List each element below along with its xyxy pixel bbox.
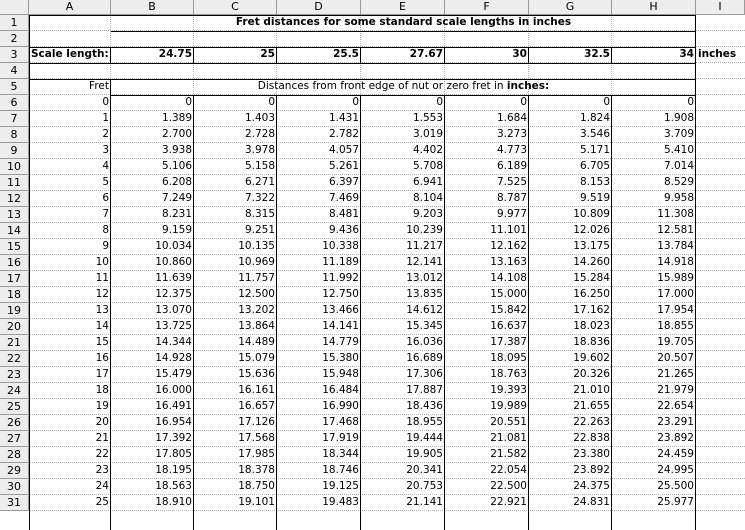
select-all-corner[interactable]: [0, 0, 29, 15]
fret-column-label[interactable]: Fret: [89, 80, 109, 92]
fret-distance-cell[interactable]: 21.265: [657, 368, 694, 380]
fret-distance-cell[interactable]: 0: [268, 96, 275, 108]
fret-distance-cell[interactable]: 7.014: [663, 160, 694, 172]
fret-distance-cell[interactable]: 0: [687, 96, 694, 108]
fret-distance-cell[interactable]: 14.108: [490, 272, 527, 284]
row-header-24[interactable]: 24: [0, 383, 29, 399]
fret-distance-cell[interactable]: 12.375: [155, 288, 192, 300]
fret-number-cell[interactable]: 10: [95, 256, 109, 268]
fret-distance-cell[interactable]: 13.725: [155, 320, 192, 332]
fret-distance-cell[interactable]: 1.389: [161, 112, 192, 124]
fret-distance-cell[interactable]: 21.081: [490, 432, 527, 444]
fret-distance-cell[interactable]: 9.159: [161, 224, 192, 236]
fret-distance-cell[interactable]: 23.892: [657, 432, 694, 444]
fret-distance-cell[interactable]: 16.484: [322, 384, 359, 396]
fret-distance-cell[interactable]: 22.654: [657, 400, 694, 412]
fret-distance-cell[interactable]: 10.860: [155, 256, 192, 268]
table-border: [110, 95, 111, 530]
table-border: [276, 47, 277, 63]
fret-distance-cell[interactable]: 12.500: [238, 288, 275, 300]
fret-distance-cell[interactable]: 15.636: [238, 368, 275, 380]
fret-distance-cell[interactable]: 5.106: [161, 160, 192, 172]
fret-distance-cell[interactable]: 13.835: [406, 288, 443, 300]
row-header-1[interactable]: 1: [0, 15, 29, 31]
table-border: [611, 95, 612, 530]
row-header-23[interactable]: 23: [0, 367, 29, 383]
fret-number-cell[interactable]: 3: [102, 144, 109, 156]
fret-distance-cell[interactable]: 23.892: [573, 464, 610, 476]
fret-distance-cell[interactable]: 15.284: [573, 272, 610, 284]
fret-distance-cell[interactable]: 19.989: [490, 400, 527, 412]
fret-number-cell[interactable]: 14: [95, 320, 109, 332]
fret-distance-cell[interactable]: 14.260: [573, 256, 610, 268]
fret-number-cell[interactable]: 12: [95, 288, 109, 300]
fret-distance-cell[interactable]: 19.602: [573, 352, 610, 364]
fret-distance-cell[interactable]: 22.263: [573, 416, 610, 428]
row-header-25[interactable]: 25: [0, 399, 29, 415]
fret-distance-cell[interactable]: 2.782: [328, 128, 359, 140]
table-border: [110, 79, 111, 95]
fret-distance-cell[interactable]: 8.481: [328, 208, 359, 220]
row-header-18[interactable]: 18: [0, 287, 29, 303]
fret-distance-cell[interactable]: 12.141: [406, 256, 443, 268]
fret-distance-cell[interactable]: 8.787: [496, 192, 527, 204]
fret-distance-cell[interactable]: 8.104: [412, 192, 443, 204]
fret-distance-cell[interactable]: 18.750: [238, 480, 275, 492]
row-header-30[interactable]: 30: [0, 479, 29, 495]
row-header-7[interactable]: 7: [0, 111, 29, 127]
fret-distance-cell[interactable]: 2.700: [161, 128, 192, 140]
fret-distance-cell[interactable]: 24.459: [657, 448, 694, 460]
row-header-8[interactable]: 8: [0, 127, 29, 143]
fret-distance-cell[interactable]: 13.466: [322, 304, 359, 316]
table-border: [29, 47, 695, 48]
fret-distance-cell[interactable]: 18.746: [322, 464, 359, 476]
fret-distance-cell[interactable]: 15.345: [406, 320, 443, 332]
table-border: [111, 95, 695, 96]
fret-distance-cell[interactable]: 18.378: [238, 464, 275, 476]
fret-distance-cell[interactable]: 1.553: [412, 112, 443, 124]
fret-distance-cell[interactable]: 10.338: [322, 240, 359, 252]
fret-distance-cell[interactable]: 19.125: [322, 480, 359, 492]
fret-distance-cell[interactable]: 11.992: [322, 272, 359, 284]
fret-distance-cell[interactable]: 7.249: [161, 192, 192, 204]
fret-distance-cell[interactable]: 4.057: [328, 144, 359, 156]
fret-distance-cell[interactable]: 19.101: [238, 496, 275, 508]
row-header-28[interactable]: 28: [0, 447, 29, 463]
fret-distance-cell[interactable]: 15.948: [322, 368, 359, 380]
scale-length-value[interactable]: 25.5: [333, 48, 359, 60]
fret-distance-cell[interactable]: 9.519: [579, 192, 610, 204]
fret-distance-cell[interactable]: 15.989: [657, 272, 694, 284]
fret-distance-cell[interactable]: 8.529: [663, 176, 694, 188]
fret-distance-cell[interactable]: 5.261: [328, 160, 359, 172]
table-border: [528, 47, 529, 63]
row-header-3[interactable]: 3: [0, 47, 29, 63]
column-header-f[interactable]: F: [445, 0, 529, 15]
table-border: [29, 63, 695, 64]
gridline-row: [29, 510, 745, 511]
table-border: [29, 15, 30, 530]
column-header-i[interactable]: I: [696, 0, 745, 15]
fret-distance-cell[interactable]: 3.978: [244, 144, 275, 156]
fret-number-cell[interactable]: 23: [95, 464, 109, 476]
column-header-b[interactable]: B: [111, 0, 194, 15]
fret-distance-cell[interactable]: 6.705: [579, 160, 610, 172]
sheet-title[interactable]: Fret distances for some standard scale lengths in inches: [235, 16, 572, 28]
fret-number-cell[interactable]: 1: [102, 112, 109, 124]
fret-distance-cell[interactable]: 10.239: [406, 224, 443, 236]
table-border: [276, 95, 277, 530]
row-header-10[interactable]: 10: [0, 159, 29, 175]
fret-distance-cell[interactable]: 15.842: [490, 304, 527, 316]
fret-distance-cell[interactable]: 18.563: [155, 480, 192, 492]
row-header-16[interactable]: 16: [0, 255, 29, 271]
fret-distance-cell[interactable]: 20.507: [657, 352, 694, 364]
scale-length-value[interactable]: 34: [679, 48, 694, 60]
fret-distance-cell[interactable]: 13.175: [573, 240, 610, 252]
fret-distance-cell[interactable]: 18.955: [406, 416, 443, 428]
fret-distance-cell[interactable]: 13.864: [238, 320, 275, 332]
table-border: [111, 31, 695, 32]
table-border: [611, 47, 612, 63]
table-border: [360, 47, 361, 63]
fret-distance-cell[interactable]: 11.639: [155, 272, 192, 284]
table-border: [29, 79, 695, 80]
fret-distance-cell[interactable]: 12.581: [657, 224, 694, 236]
row-header-21[interactable]: 21: [0, 335, 29, 351]
fret-distance-cell[interactable]: 24.995: [657, 464, 694, 476]
row-header-15[interactable]: 15: [0, 239, 29, 255]
scale-length-value[interactable]: 24.75: [158, 48, 192, 60]
fret-distance-cell[interactable]: 1.908: [663, 112, 694, 124]
fret-distance-cell[interactable]: 18.195: [155, 464, 192, 476]
table-border: [29, 15, 695, 16]
fret-number-cell[interactable]: 4: [102, 160, 109, 172]
fret-distance-cell[interactable]: 3.938: [161, 144, 192, 156]
fret-distance-cell[interactable]: 18.023: [573, 320, 610, 332]
fret-distance-cell[interactable]: 15.079: [238, 352, 275, 364]
fret-distance-cell[interactable]: 14.918: [657, 256, 694, 268]
fret-distance-cell[interactable]: 0: [603, 96, 610, 108]
column-header-a[interactable]: A: [29, 0, 111, 15]
fret-distance-cell[interactable]: 6.208: [161, 176, 192, 188]
fret-distance-cell[interactable]: 4.773: [496, 144, 527, 156]
fret-distance-cell[interactable]: 16.689: [406, 352, 443, 364]
table-border: [193, 47, 194, 63]
fret-distance-cell[interactable]: 9.977: [496, 208, 527, 220]
fret-distance-cell[interactable]: 21.655: [573, 400, 610, 412]
fret-number-cell[interactable]: 5: [102, 176, 109, 188]
fret-distance-cell[interactable]: 20.326: [573, 368, 610, 380]
fret-distance-cell[interactable]: 20.753: [406, 480, 443, 492]
table-border: [444, 95, 445, 530]
fret-distance-cell[interactable]: 10.034: [155, 240, 192, 252]
fret-distance-cell[interactable]: 13.784: [657, 240, 694, 252]
fret-distance-cell[interactable]: 8.153: [579, 176, 610, 188]
fret-number-cell[interactable]: 15: [95, 336, 109, 348]
column-header-h[interactable]: H: [612, 0, 696, 15]
fret-distance-cell[interactable]: 8.315: [244, 208, 275, 220]
fret-distance-cell[interactable]: 14.141: [322, 320, 359, 332]
fret-distance-cell[interactable]: 12.026: [573, 224, 610, 236]
table-border: [360, 95, 361, 530]
fret-distance-cell[interactable]: 22.838: [573, 432, 610, 444]
fret-distance-cell[interactable]: 3.273: [496, 128, 527, 140]
fret-distance-cell[interactable]: 18.910: [155, 496, 192, 508]
table-border: [193, 95, 194, 530]
fret-distance-cell[interactable]: 0: [436, 96, 443, 108]
fret-distance-cell[interactable]: 13.012: [406, 272, 443, 284]
row-header-14[interactable]: 14: [0, 223, 29, 239]
fret-distance-cell[interactable]: 19.705: [657, 336, 694, 348]
fret-distance-cell[interactable]: 18.855: [657, 320, 694, 332]
fret-distance-cell[interactable]: 17.468: [322, 416, 359, 428]
fret-distance-cell[interactable]: 1.431: [328, 112, 359, 124]
fret-distance-cell[interactable]: 3.019: [412, 128, 443, 140]
fret-distance-cell[interactable]: 6.189: [496, 160, 527, 172]
fret-distance-cell[interactable]: 9.436: [328, 224, 359, 236]
fret-distance-cell[interactable]: 1.684: [496, 112, 527, 124]
row-header-5[interactable]: 5: [0, 79, 29, 95]
fret-distance-cell[interactable]: 14.612: [406, 304, 443, 316]
fret-distance-cell[interactable]: 5.171: [579, 144, 610, 156]
table-border: [444, 47, 445, 63]
row-header-9[interactable]: 9: [0, 143, 29, 159]
fret-distance-cell[interactable]: 17.000: [657, 288, 694, 300]
fret-distance-cell[interactable]: 19.393: [490, 384, 527, 396]
fret-distance-cell[interactable]: 14.489: [238, 336, 275, 348]
fret-distance-cell[interactable]: 17.568: [238, 432, 275, 444]
fret-number-cell[interactable]: 13: [95, 304, 109, 316]
row-header-22[interactable]: 22: [0, 351, 29, 367]
distances-label-text: Distances from front edge of nut or zero fret in: [257, 80, 507, 92]
row-header-19[interactable]: 19: [0, 303, 29, 319]
fret-distance-cell[interactable]: 11.101: [490, 224, 527, 236]
fret-number-cell[interactable]: 24: [95, 480, 109, 492]
fret-distance-cell[interactable]: 18.836: [573, 336, 610, 348]
row-header-31[interactable]: 31: [0, 495, 29, 511]
table-border: [528, 95, 529, 530]
fret-distance-cell[interactable]: 22.921: [490, 496, 527, 508]
fret-distance-cell[interactable]: 3.546: [579, 128, 610, 140]
fret-distance-cell[interactable]: 11.189: [322, 256, 359, 268]
fret-distance-cell[interactable]: 11.757: [238, 272, 275, 284]
fret-distance-cell[interactable]: 2.728: [244, 128, 275, 140]
fret-distance-cell[interactable]: 21.979: [657, 384, 694, 396]
column-header-e[interactable]: E: [361, 0, 445, 15]
fret-distance-cell[interactable]: 16.637: [490, 320, 527, 332]
fret-distance-cell[interactable]: 16.036: [406, 336, 443, 348]
fret-distance-cell[interactable]: 3.709: [663, 128, 694, 140]
fret-number-cell[interactable]: 9: [102, 240, 109, 252]
fret-distance-cell[interactable]: 15.380: [322, 352, 359, 364]
fret-distance-cell[interactable]: 12.750: [322, 288, 359, 300]
row-header-12[interactable]: 12: [0, 191, 29, 207]
row-header-20[interactable]: 20: [0, 319, 29, 335]
fret-distance-cell[interactable]: 17.985: [238, 448, 275, 460]
fret-distance-cell[interactable]: 17.387: [490, 336, 527, 348]
fret-number-cell[interactable]: 0: [102, 96, 109, 108]
fret-distance-cell[interactable]: 22.054: [490, 464, 527, 476]
fret-number-cell[interactable]: 7: [102, 208, 109, 220]
fret-number-cell[interactable]: 6: [102, 192, 109, 204]
column-header-g[interactable]: G: [529, 0, 612, 15]
fret-distance-cell[interactable]: 17.162: [573, 304, 610, 316]
fret-distance-cell[interactable]: 15.000: [490, 288, 527, 300]
fret-number-cell[interactable]: 18: [95, 384, 109, 396]
fret-distance-cell[interactable]: 18.436: [406, 400, 443, 412]
fret-distance-cell[interactable]: 23.291: [657, 416, 694, 428]
fret-distance-cell[interactable]: 17.126: [238, 416, 275, 428]
fret-distance-cell[interactable]: 17.805: [155, 448, 192, 460]
fret-number-cell[interactable]: 20: [95, 416, 109, 428]
fret-distance-cell[interactable]: 1.824: [579, 112, 610, 124]
fret-distance-cell[interactable]: 20.551: [490, 416, 527, 428]
fret-distance-cell[interactable]: 16.990: [322, 400, 359, 412]
fret-distance-cell[interactable]: 10.969: [238, 256, 275, 268]
fret-distance-cell[interactable]: 16.954: [155, 416, 192, 428]
fret-distance-cell[interactable]: 16.000: [155, 384, 192, 396]
fret-distance-cell[interactable]: 13.202: [238, 304, 275, 316]
row-header-26[interactable]: 26: [0, 415, 29, 431]
row-header-2[interactable]: 2: [0, 31, 29, 47]
fret-distance-cell[interactable]: 19.444: [406, 432, 443, 444]
fret-distance-cell[interactable]: 17.306: [406, 368, 443, 380]
row-header-29[interactable]: 29: [0, 463, 29, 479]
fret-distance-cell[interactable]: 13.163: [490, 256, 527, 268]
fret-distance-cell[interactable]: 16.657: [238, 400, 275, 412]
fret-distance-cell[interactable]: 20.341: [406, 464, 443, 476]
fret-distance-cell[interactable]: 17.887: [406, 384, 443, 396]
scale-length-value[interactable]: 30: [512, 48, 527, 60]
fret-distance-cell[interactable]: 16.250: [573, 288, 610, 300]
fret-number-cell[interactable]: 19: [95, 400, 109, 412]
scale-length-label[interactable]: Scale length:: [31, 48, 109, 60]
fret-distance-cell[interactable]: 0: [520, 96, 527, 108]
fret-distance-cell[interactable]: 1.403: [244, 112, 275, 124]
fret-distance-cell[interactable]: 5.158: [244, 160, 275, 172]
fret-number-cell[interactable]: 17: [95, 368, 109, 380]
fret-distance-cell[interactable]: 21.582: [490, 448, 527, 460]
row-header-6[interactable]: 6: [0, 95, 29, 111]
fret-distance-cell[interactable]: 19.905: [406, 448, 443, 460]
fret-distance-cell[interactable]: 7.469: [328, 192, 359, 204]
fret-distance-cell[interactable]: 6.271: [244, 176, 275, 188]
fret-distance-cell[interactable]: 7.322: [244, 192, 275, 204]
fret-number-cell[interactable]: 16: [95, 352, 109, 364]
fret-number-cell[interactable]: 2: [102, 128, 109, 140]
fret-distance-cell[interactable]: 12.162: [490, 240, 527, 252]
fret-distance-cell[interactable]: 5.410: [663, 144, 694, 156]
fret-distance-cell[interactable]: 6.397: [328, 176, 359, 188]
fret-distance-cell[interactable]: 0: [185, 96, 192, 108]
fret-distance-cell[interactable]: 6.941: [412, 176, 443, 188]
fret-distance-cell[interactable]: 9.203: [412, 208, 443, 220]
fret-distance-cell[interactable]: 17.954: [657, 304, 694, 316]
distances-label-unit: inches:: [506, 80, 550, 92]
row-header-11[interactable]: 11: [0, 175, 29, 191]
scale-length-value[interactable]: 25: [260, 48, 275, 60]
fret-distance-cell[interactable]: 9.251: [244, 224, 275, 236]
fret-distance-cell[interactable]: 16.161: [238, 384, 275, 396]
fret-distance-cell[interactable]: 11.217: [406, 240, 443, 252]
fret-distance-cell[interactable]: 0: [352, 96, 359, 108]
fret-distance-cell[interactable]: 25.500: [657, 480, 694, 492]
scale-unit-label[interactable]: inches: [698, 48, 737, 60]
scale-length-value[interactable]: 27.67: [409, 48, 443, 60]
fret-distance-cell[interactable]: 14.928: [155, 352, 192, 364]
table-border: [110, 47, 111, 63]
scale-length-value[interactable]: 32.5: [584, 48, 610, 60]
fret-distance-cell[interactable]: 18.344: [322, 448, 359, 460]
fret-distance-cell[interactable]: 8.231: [161, 208, 192, 220]
fret-distance-cell[interactable]: 19.483: [322, 496, 359, 508]
fret-distance-cell[interactable]: 23.380: [573, 448, 610, 460]
fret-distance-cell[interactable]: 14.344: [155, 336, 192, 348]
fret-distance-cell[interactable]: 9.958: [663, 192, 694, 204]
row-header-13[interactable]: 13: [0, 207, 29, 223]
fret-distance-cell[interactable]: 10.135: [238, 240, 275, 252]
column-header-d[interactable]: D: [277, 0, 361, 15]
fret-distance-cell[interactable]: 11.308: [657, 208, 694, 220]
fret-number-cell[interactable]: 21: [95, 432, 109, 444]
fret-distance-cell[interactable]: 18.095: [490, 352, 527, 364]
fret-distance-cell[interactable]: 16.491: [155, 400, 192, 412]
fret-distance-cell[interactable]: 15.479: [155, 368, 192, 380]
fret-distance-cell[interactable]: 24.375: [573, 480, 610, 492]
fret-number-cell[interactable]: 11: [95, 272, 109, 284]
distances-label[interactable]: [111, 79, 696, 94]
fret-distance-cell[interactable]: 21.010: [573, 384, 610, 396]
fret-distance-cell[interactable]: 22.500: [490, 480, 527, 492]
fret-distance-cell[interactable]: 7.525: [496, 176, 527, 188]
table-border: [695, 15, 696, 530]
row-header-4[interactable]: 4: [0, 63, 29, 79]
fret-distance-cell[interactable]: 5.708: [412, 160, 443, 172]
fret-distance-cell[interactable]: 4.402: [412, 144, 443, 156]
row-header-27[interactable]: 27: [0, 431, 29, 447]
fret-distance-cell[interactable]: 18.763: [490, 368, 527, 380]
fret-distance-cell[interactable]: 17.392: [155, 432, 192, 444]
row-header-17[interactable]: 17: [0, 271, 29, 287]
fret-distance-cell[interactable]: 25.977: [657, 496, 694, 508]
column-header-c[interactable]: C: [194, 0, 277, 15]
fret-distance-cell[interactable]: 10.809: [573, 208, 610, 220]
fret-distance-cell[interactable]: 17.919: [322, 432, 359, 444]
fret-distance-cell[interactable]: 13.070: [155, 304, 192, 316]
fret-distance-cell[interactable]: 24.831: [573, 496, 610, 508]
fret-distance-cell[interactable]: 14.779: [322, 336, 359, 348]
fret-distance-cell[interactable]: 21.141: [406, 496, 443, 508]
fret-number-cell[interactable]: 25: [95, 496, 109, 508]
fret-number-cell[interactable]: 22: [95, 448, 109, 460]
fret-number-cell[interactable]: 8: [102, 224, 109, 236]
